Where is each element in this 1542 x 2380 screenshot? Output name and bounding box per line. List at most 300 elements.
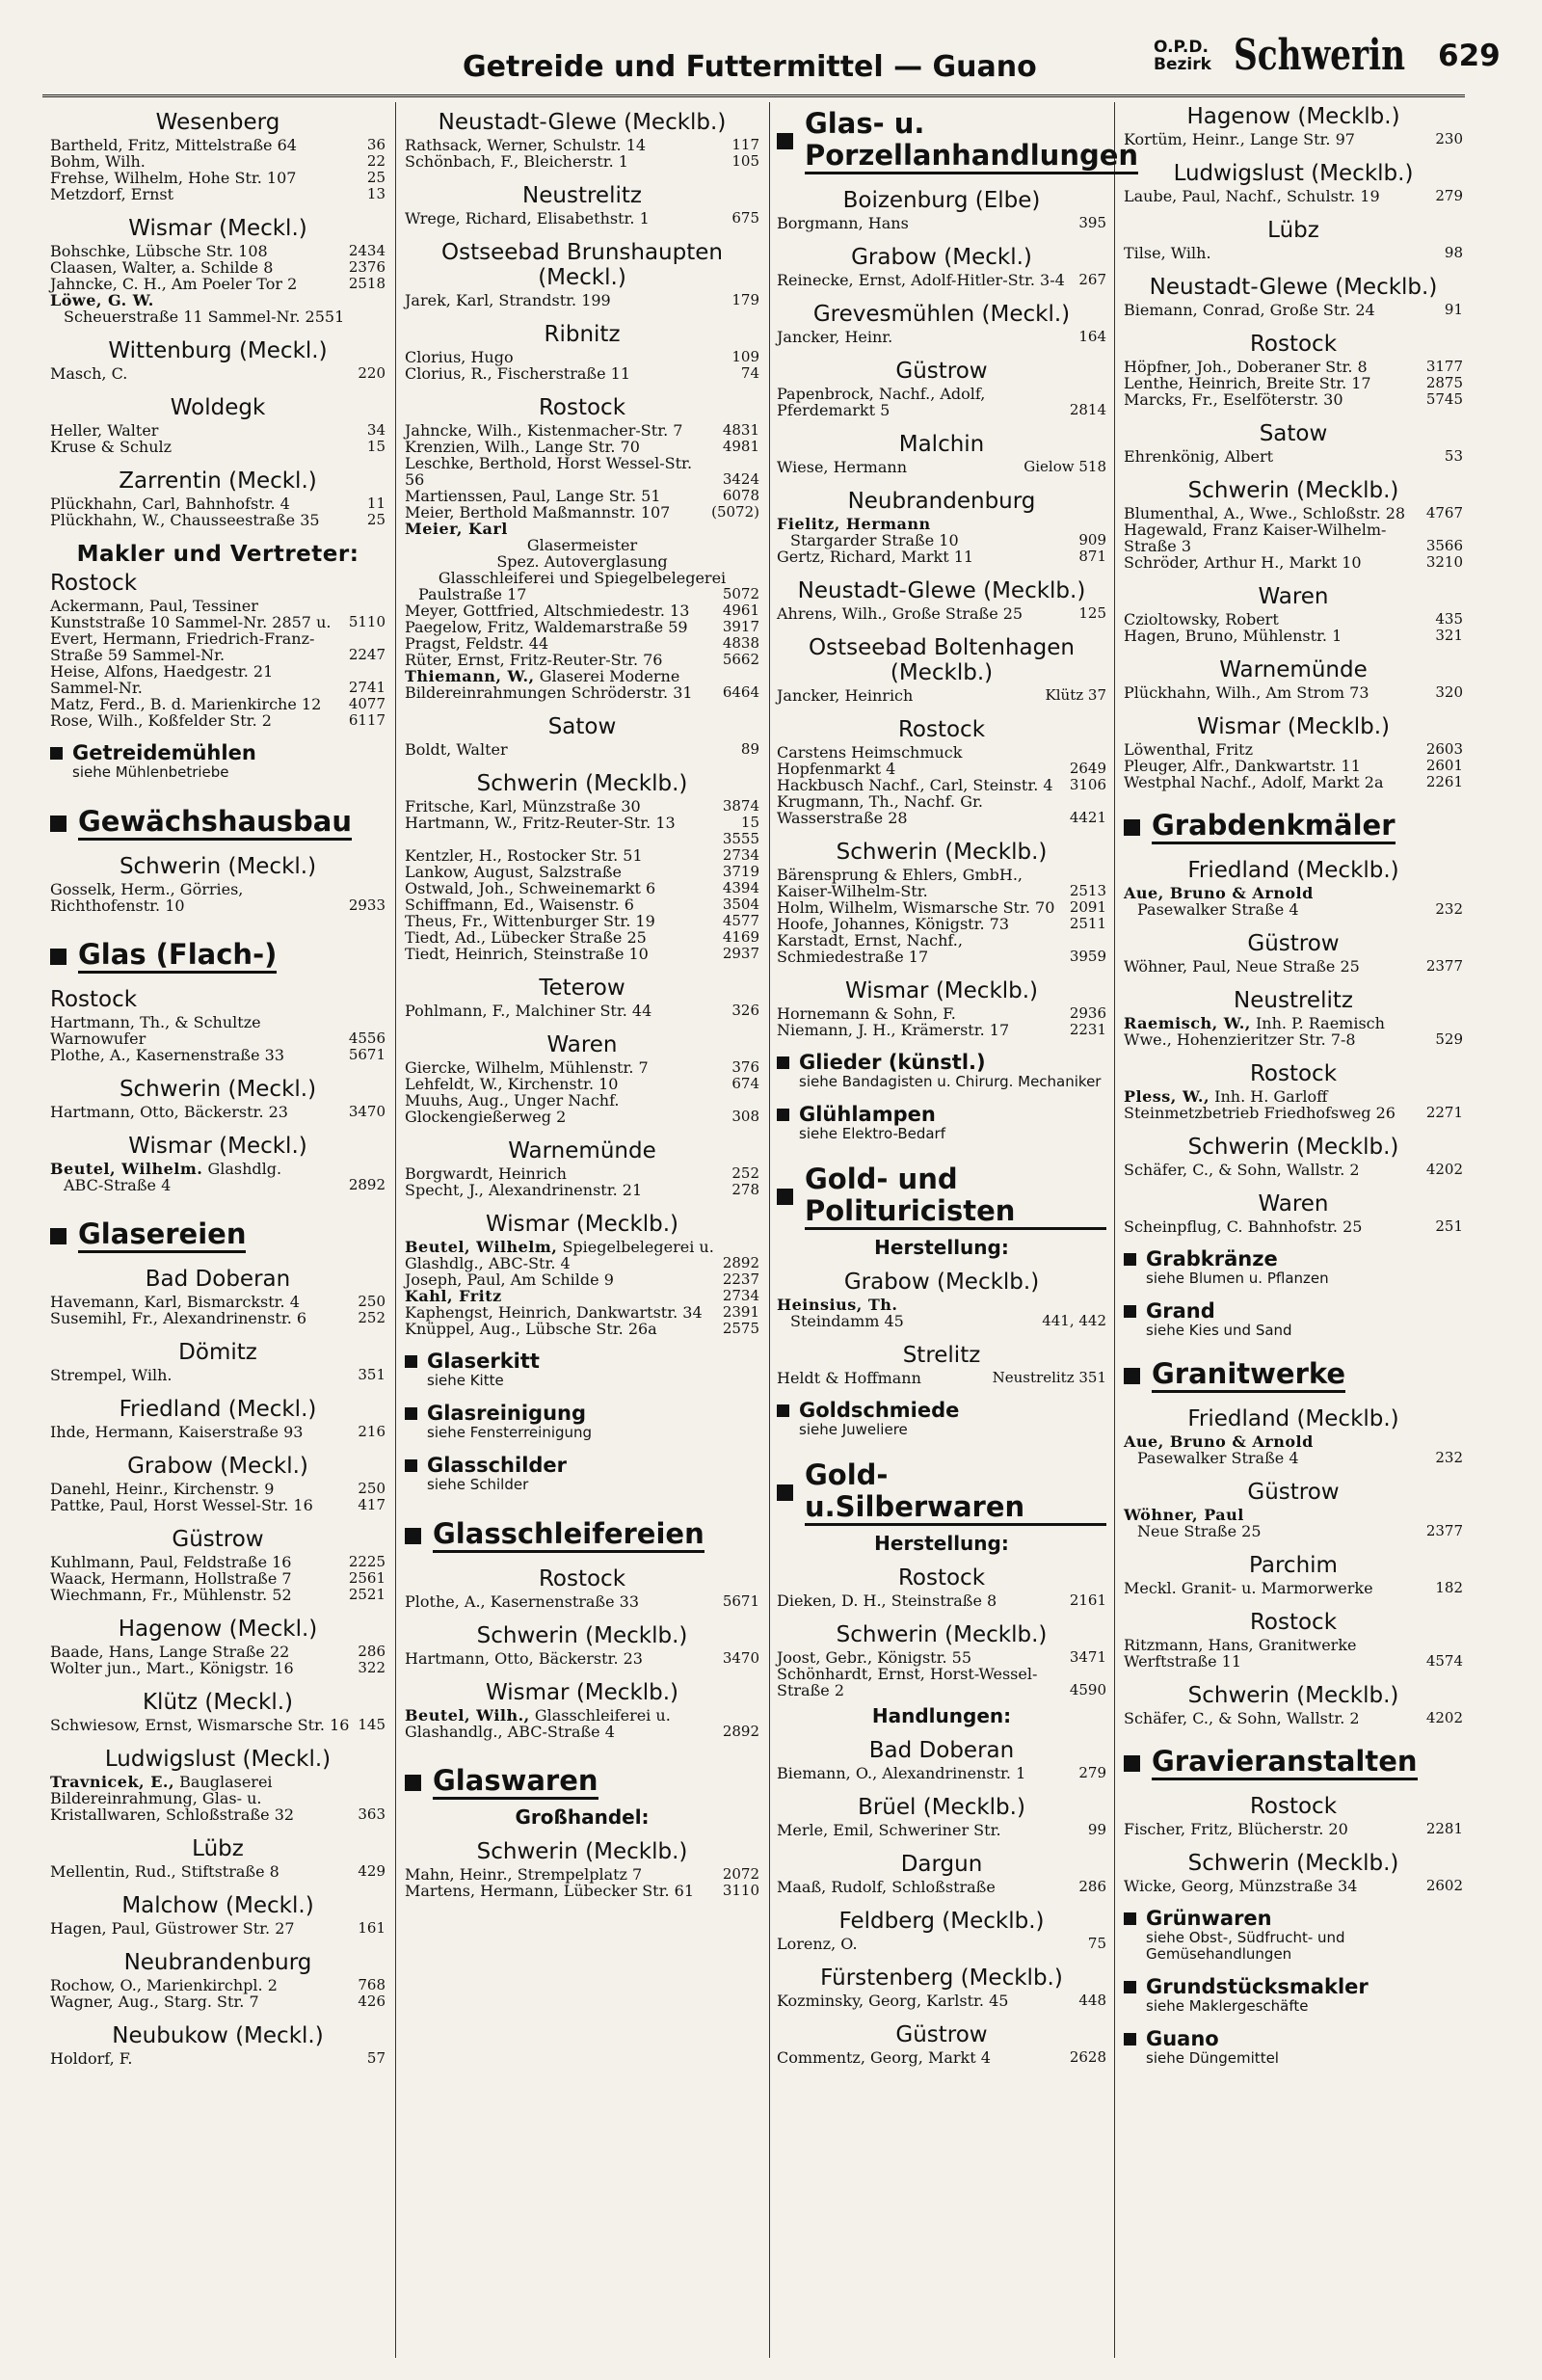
entry-phone: 2892 — [722, 1723, 759, 1740]
entry-phone: 250 — [358, 1480, 386, 1497]
city-heading: Schwerin (Mecklb.) — [836, 840, 1048, 865]
listing-entry — [405, 1182, 759, 1198]
listing-entry — [405, 913, 759, 929]
section-title: Gold- und Polituricisten — [805, 1163, 1106, 1230]
section-heading — [777, 107, 1139, 174]
listing-entry — [50, 1570, 386, 1587]
listing-entry — [50, 259, 386, 276]
entry-details: Inh. P. Raemisch Wwe., Hohenzieritzer Str. 7-8 — [1124, 1014, 1385, 1049]
entry-name: Pragst, Feldstr. 44 — [405, 634, 549, 653]
entry-phone: 417 — [358, 1496, 386, 1513]
city-heading: Lübz — [192, 1836, 244, 1861]
entry-phone: 4394 — [722, 879, 759, 896]
entry-name: Holdorf, F. — [50, 2049, 133, 2068]
listing-entry — [1124, 741, 1463, 758]
entry-name: Frehse, Wilhelm, Hohe Str. 107 — [50, 169, 297, 187]
entry-name: Mahn, Heinr., Strempelplatz 7 — [405, 1865, 643, 1884]
entry-phone: 351 — [358, 1366, 386, 1383]
section-heading — [1124, 810, 1463, 844]
entry-phone: 376 — [731, 1058, 759, 1076]
entry-name: Schäfer, C., & Sohn, Wallstr. 2 — [1124, 1161, 1360, 1179]
bullet-square-icon — [1124, 1305, 1136, 1318]
listing-entry — [50, 1993, 386, 2010]
section-title: Grabdenkmäler — [1152, 810, 1396, 844]
listing-entry — [405, 1076, 759, 1092]
listing-entry — [405, 1239, 759, 1271]
cross-reference: siehe Elektro-Bedarf — [799, 1125, 946, 1142]
entry-line: Glasschleiferei und Spiegelbelegerei — [438, 569, 727, 587]
subsection-heading — [405, 1350, 759, 1373]
entry-phone: Neustrelitz 351 — [992, 1369, 1106, 1386]
listing-entry — [405, 880, 759, 896]
city-heading: Warnemünde — [508, 1138, 656, 1163]
entry-name: Westphal Nachf., Adolf, Markt 2a — [1124, 773, 1384, 791]
entry-name: Clorius, R., Fischerstraße 11 — [405, 364, 630, 383]
entry-phone: 435 — [1435, 610, 1463, 628]
listing-entry — [1124, 505, 1463, 521]
listing-entry — [1124, 359, 1463, 375]
listing-entry — [405, 1707, 759, 1740]
entry-name: Tiedt, Heinrich, Steinstraße 10 — [405, 945, 649, 963]
entry-name: Hackbusch Nachf., Carl, Steinstr. 4 — [777, 776, 1053, 794]
entry-name: Joseph, Paul, Am Schilde 9 — [405, 1270, 614, 1289]
entry-name: Scheinpflug, C. Bahnhofstr. 25 — [1124, 1217, 1363, 1236]
cross-reference: siehe Kies und Sand — [1146, 1322, 1292, 1339]
listing-entry — [405, 652, 759, 668]
entry-phone: 267 — [1078, 271, 1106, 288]
entry-phone: 2601 — [1425, 757, 1463, 774]
entry-name: Danehl, Heinr., Kirchenstr. 9 — [50, 1480, 275, 1498]
entry-phone: 2875 — [1425, 374, 1463, 391]
entry-phone: 182 — [1435, 1579, 1463, 1596]
entry-name: Ahrens, Wilh., Große Straße 25 — [777, 604, 1024, 623]
section-title: Glas (Flach-) — [78, 939, 277, 974]
listing-entry — [50, 696, 386, 712]
entry-name: Wiese, Hermann — [777, 458, 907, 476]
bullet-square-icon — [405, 1775, 421, 1791]
entry-name: Mellentin, Rud., Stiftstraße 8 — [50, 1862, 279, 1881]
entry-phone: 326 — [731, 1002, 759, 1019]
entry-address: Neue Straße 25 — [1137, 1522, 1262, 1540]
entry-phone: 441, 442 — [1042, 1312, 1106, 1329]
entry-name: Jarek, Karl, Strandstr. 199 — [405, 291, 611, 309]
city-heading: Wittenburg (Meckl.) — [108, 338, 328, 363]
entry-phone: 3210 — [1425, 553, 1463, 571]
subsection-title: Guano — [1146, 2027, 1219, 2050]
subsection-heading — [1124, 2028, 1463, 2050]
listing-entry — [50, 712, 386, 729]
city-heading: Güstrow — [895, 359, 988, 384]
city-heading: Bad Doberan — [145, 1267, 291, 1292]
entry-name: Borgmann, Hans — [777, 214, 909, 232]
listing-entry — [405, 635, 759, 652]
listing-entry — [1124, 302, 1463, 318]
subsection-heading — [777, 1104, 1106, 1126]
entry-name: Waack, Hermann, Hollstraße 7 — [50, 1569, 292, 1588]
entry-phone: 232 — [1435, 900, 1463, 918]
entry-name — [405, 1288, 715, 1304]
listing-entry — [50, 1161, 386, 1177]
entry-phone: 3110 — [722, 1882, 759, 1899]
entry-name: Lorenz, O. — [777, 1935, 858, 1953]
cross-reference: siehe Maklergeschäfte — [1146, 1997, 1309, 2015]
listing-entry — [1124, 131, 1463, 147]
subsection-title: Grünwaren — [1146, 1907, 1272, 1930]
entry-phone: 2892 — [722, 1254, 759, 1271]
entry-phone: 5662 — [722, 651, 759, 668]
column-3 — [777, 104, 1139, 2360]
column-1 — [50, 104, 386, 2360]
cross-reference: siehe Kitte — [427, 1372, 504, 1389]
listing-entry — [50, 422, 386, 439]
entry-phone: 4767 — [1425, 504, 1463, 521]
listing-entry — [777, 687, 1106, 704]
entry-phone: 2247 — [348, 646, 386, 663]
entry-phone: 252 — [358, 1309, 386, 1326]
entry-name: Joost, Gebr., Königstr. 55 — [777, 1648, 972, 1667]
entry-phone: 125 — [1078, 604, 1106, 622]
listing-entry — [1124, 521, 1463, 554]
listing-entry — [50, 1481, 386, 1497]
listing-entry — [1124, 188, 1463, 204]
entry-name: Hornemann & Sohn, F. — [777, 1004, 956, 1023]
bullet-square-icon — [50, 816, 66, 832]
entry-phone: 251 — [1435, 1217, 1463, 1235]
city-heading: Rostock — [897, 1565, 986, 1591]
listing-entry — [1124, 628, 1463, 644]
entry-name: Kuhlmann, Paul, Feldstraße 16 — [50, 1553, 292, 1571]
section-title: Gewächshausbau — [78, 806, 352, 841]
entry-name: Schönbach, F., Bleicherstr. 1 — [405, 152, 628, 171]
city-heading: Grabow (Meckl.) — [127, 1454, 308, 1479]
entry-name: Giercke, Wilhelm, Mühlenstr. 7 — [405, 1058, 649, 1077]
entry-phone: 2602 — [1425, 1877, 1463, 1894]
subsection-heading — [405, 1455, 759, 1477]
city-heading: Rostock — [538, 1566, 626, 1591]
listing-entry — [777, 744, 1106, 777]
header-city: Schwerin — [1234, 31, 1406, 80]
entry-name: Krenzien, Wilh., Lange Str. 70 — [405, 438, 640, 456]
entry-name: Tiedt, Ad., Lübecker Straße 25 — [405, 928, 647, 947]
firm-name: Thiemann, W., — [405, 667, 535, 685]
entry-name: Plückhahn, Carl, Bahnhofstr. 4 — [50, 495, 290, 513]
entry-phone: 6078 — [722, 487, 759, 504]
entry-name: Holm, Wilhelm, Wismarsche Str. 70 — [777, 898, 1055, 917]
bullet-square-icon — [50, 747, 63, 760]
listing-entry — [1124, 901, 1463, 918]
entry-phone: 25 — [366, 169, 386, 186]
entry-name: Merle, Emil, Schweriner Str. — [777, 1821, 1001, 1839]
entry-details: Glaserei Moderne Bildereinrahmungen Schröderstr. 31 — [405, 667, 693, 702]
entry-phone: 871 — [1078, 548, 1106, 565]
firm-name: Pless, W., — [1124, 1087, 1210, 1106]
entry-name: Dieken, D. H., Steinstraße 8 — [777, 1591, 997, 1610]
city-heading: Waren — [1258, 584, 1329, 609]
city-heading: Neubrandenburg — [123, 1950, 312, 1975]
bullet-square-icon — [777, 1404, 789, 1417]
entry-name: Lankow, August, Salzstraße — [405, 863, 623, 881]
firm-name: Fielitz, Hermann — [777, 515, 931, 533]
listing-entry — [405, 1593, 759, 1610]
city-heading: Warnemünde — [1219, 657, 1368, 682]
listing-entry — [1124, 1015, 1463, 1048]
listing-entry — [777, 1649, 1106, 1666]
listing-entry — [405, 831, 759, 847]
bullet-square-icon — [1124, 1981, 1136, 1993]
entry-name: Wöhner, Paul, Neue Straße 25 — [1124, 957, 1360, 976]
entry-name: Baade, Hans, Lange Straße 22 — [50, 1643, 290, 1661]
listing-entry — [405, 1003, 759, 1019]
listing-entry — [1124, 774, 1463, 790]
subsection-heading — [1124, 1248, 1463, 1270]
city-heading: Neustrelitz — [1234, 988, 1353, 1013]
subsection-title: Goldschmiede — [799, 1399, 960, 1422]
listing-entry — [405, 602, 759, 619]
entry-name: Hoofe, Johannes, Königstr. 73 — [777, 915, 1010, 933]
entry-name: Kentzler, H., Rostocker Str. 51 — [405, 846, 643, 865]
entry-phone: 4202 — [1425, 1709, 1463, 1726]
entry-name: Krugmann, Th., Nachf. Gr. Wasserstraße 28 — [777, 792, 983, 827]
listing-entry — [405, 815, 759, 831]
subsection-heading — [1124, 1976, 1463, 1998]
entry-phone: 321 — [1435, 627, 1463, 644]
subsection-title: Glasreinigung — [427, 1402, 587, 1425]
listing-entry — [50, 1717, 386, 1733]
entry-address: ABC-Straße 4 — [64, 1176, 172, 1194]
listing-entry — [777, 1592, 1106, 1609]
entry-name: Hagen, Bruno, Mühlenstr. 1 — [1124, 627, 1343, 645]
listing-entry — [777, 1822, 1106, 1838]
entry-phone: 2237 — [722, 1270, 759, 1288]
city-heading: Malchin — [898, 432, 985, 457]
listing-entry — [50, 495, 386, 512]
entry-phone: 2937 — [722, 945, 759, 962]
entry-phone: 99 — [1087, 1821, 1106, 1838]
city-heading: Wesenberg — [155, 110, 280, 135]
listing-entry — [50, 1104, 386, 1120]
firm-name: Meier, Karl — [405, 520, 508, 538]
entry-name: Plückhahn, W., Chausseestraße 35 — [50, 511, 320, 529]
entry-name: Niemann, J. H., Krämerstr. 17 — [777, 1021, 1010, 1039]
city-heading: Satow — [547, 714, 617, 739]
listing-entry — [405, 137, 759, 153]
entry-address: Steindamm 45 — [790, 1312, 904, 1330]
sub-heading: Großhandel: — [515, 1805, 650, 1829]
listing-entry — [405, 668, 759, 701]
entry-name: Wiechmann, Fr., Mühlenstr. 52 — [50, 1586, 292, 1604]
entry-phone: 145 — [358, 1716, 386, 1733]
entry-name: Wagner, Aug., Starg. Str. 7 — [50, 1992, 259, 2011]
listing-entry — [50, 1660, 386, 1676]
entry-name — [405, 1239, 715, 1271]
firm-name: Raemisch, W., — [1124, 1014, 1251, 1032]
entry-phone: 34 — [366, 421, 386, 439]
firm-name: Aue, Bruno & Arnold — [1124, 1432, 1314, 1451]
listing-entry — [777, 532, 1106, 548]
entry-name: Rochow, O., Marienkirchpl. 2 — [50, 1976, 278, 1994]
opd-label — [1154, 39, 1211, 73]
city-heading: Schwerin (Mecklb.) — [1187, 478, 1399, 503]
listing-entry — [405, 1092, 759, 1125]
entry-phone: Gielow 518 — [1024, 458, 1106, 475]
section-heading — [405, 1518, 759, 1553]
entry-details: Glasschleiferei u. Glashandlg., ABC-Straße 4 — [405, 1706, 671, 1741]
entry-name: Jahncke, C. H., Am Poeler Tor 2 — [50, 275, 298, 293]
entry-name: Lenthe, Heinrich, Breite Str. 17 — [1124, 374, 1371, 392]
entry-details: Bauglaserei Bildereinrahmung, Glas- u. Kristallwaren, Schloßstraße 32 — [50, 1773, 295, 1824]
city-heading: Wismar (Mecklb.) — [844, 978, 1039, 1003]
entry-phone: 2231 — [1069, 1021, 1106, 1038]
entry-name: Biemann, Conrad, Große Str. 24 — [1124, 301, 1375, 319]
entry-phone: 75 — [1087, 1935, 1106, 1952]
bullet-square-icon — [1124, 1912, 1136, 1925]
entry-phone: 448 — [1078, 1992, 1106, 2009]
city-heading: Güstrow — [1247, 931, 1340, 956]
entry-name: Plothe, A., Kasernenstraße 33 — [405, 1592, 640, 1611]
entry-phone: 674 — [731, 1075, 759, 1092]
entry-phone: 74 — [740, 364, 759, 382]
listing-entry — [405, 946, 759, 962]
listing-entry — [1124, 1821, 1463, 1837]
entry-phone: 6464 — [722, 683, 759, 701]
section-heading — [1124, 1358, 1463, 1393]
bullet-square-icon — [1124, 819, 1140, 836]
listing-entry — [777, 793, 1106, 826]
entry-phone: 2734 — [722, 846, 759, 864]
listing-entry — [405, 210, 759, 227]
entry-phone: Klütz 37 — [1045, 686, 1106, 704]
entry-phone: 5110 — [348, 613, 386, 630]
entry-phone: 4421 — [1069, 809, 1106, 826]
city-heading: Schwerin (Mecklb.) — [476, 771, 688, 796]
section-title: Gravieranstalten — [1152, 1746, 1418, 1780]
listing-entry — [50, 1177, 386, 1193]
entry-details: Inh. H. Garloff Steinmetzbetrieb Friedhofsweg 26 — [1124, 1087, 1396, 1122]
entry-phone: 2281 — [1425, 1820, 1463, 1837]
entry-name: Marcks, Fr., Eselföterstr. 30 — [1124, 390, 1343, 409]
listing-entry — [405, 1650, 759, 1667]
entry-phone: 4577 — [722, 912, 759, 929]
entry-phone: 2261 — [1425, 773, 1463, 790]
subsection-heading — [777, 1400, 1106, 1422]
column-divider — [769, 102, 770, 2358]
listing-entry — [50, 512, 386, 528]
entry-name: Schröder, Arthur H., Markt 10 — [1124, 553, 1362, 572]
entry-phone: 2091 — [1069, 898, 1106, 916]
city-heading: Brüel (Mecklb.) — [858, 1795, 1025, 1820]
entry-name: Jancker, Heinr. — [777, 328, 893, 346]
city-heading: Rostock — [538, 395, 626, 420]
city-heading: Rostock — [1249, 1061, 1338, 1086]
listing-entry — [50, 1977, 386, 1993]
entry-name: Kaphengst, Heinrich, Dankwartstr. 34 — [405, 1303, 703, 1322]
city-heading: Schwerin (Mecklb.) — [476, 1839, 688, 1864]
entry-name: Maaß, Rudolf, Schloßstraße — [777, 1878, 996, 1896]
entry-phone: 286 — [1078, 1878, 1106, 1895]
entry-name: Rathsack, Werner, Schulstr. 14 — [405, 136, 647, 154]
entry-phone: 286 — [358, 1643, 386, 1660]
entry-name: Ihde, Hermann, Kaiserstraße 93 — [50, 1423, 304, 1441]
entry-phone: 909 — [1078, 531, 1106, 548]
bullet-square-icon — [777, 1189, 793, 1205]
entry-name: Schäfer, C., & Sohn, Wallstr. 2 — [1124, 1709, 1360, 1727]
entry-name: Wicke, Georg, Münzstraße 34 — [1124, 1877, 1358, 1895]
listing-entry — [777, 329, 1106, 345]
entry-phone: 3177 — [1425, 358, 1463, 375]
listing-entry — [50, 439, 386, 455]
entry-name: Rüter, Ernst, Fritz-Reuter-Str. 76 — [405, 651, 663, 669]
listing-entry — [405, 798, 759, 815]
entry-phone: 252 — [731, 1164, 759, 1182]
listing-entry — [405, 422, 759, 439]
listing-entry — [50, 1424, 386, 1440]
city-heading: Wismar (Mecklb.) — [1196, 714, 1391, 739]
subsection-title: Glühlampen — [799, 1103, 936, 1126]
entry-phone: 308 — [731, 1108, 759, 1125]
entry-name: Hartmann, W., Fritz-Reuter-Str. 13 — [405, 814, 676, 832]
listing-entry — [50, 276, 386, 292]
entry-name: Biemann, O., Alexandrinenstr. 1 — [777, 1764, 1026, 1782]
listing-entry — [1124, 958, 1463, 975]
entry-name: Bärensprung & Ehlers, GmbH., Kaiser-Wilhelm-Str. — [777, 866, 1024, 900]
entry-phone: 2575 — [722, 1320, 759, 1337]
city-heading: Waren — [1258, 1191, 1329, 1217]
entry-name: Blumenthal, A., Wwe., Schloßstr. 28 — [1124, 504, 1406, 522]
listing-entry — [777, 459, 1106, 475]
listing-entry — [50, 170, 386, 186]
city-heading: Dargun — [900, 1852, 983, 1877]
section-heading — [405, 1765, 759, 1800]
section-title: Gold-u.Silberwaren — [805, 1459, 1106, 1526]
listing-entry — [1124, 758, 1463, 774]
entry-name: Höpfner, Joh., Doberaner Str. 8 — [1124, 358, 1368, 376]
entry-name: Ehrenkönig, Albert — [1124, 447, 1274, 466]
entry-phone: 3959 — [1069, 948, 1106, 965]
entry-phone: 2521 — [348, 1586, 386, 1603]
listing-entry — [50, 1497, 386, 1513]
entry-phone: 768 — [358, 1976, 386, 1993]
entry-phone: 89 — [740, 740, 759, 758]
listing-entry — [777, 777, 1106, 793]
entry-name: Bohschke, Lübsche Str. 108 — [50, 242, 268, 260]
entry-name — [1124, 1015, 1427, 1048]
entry-name: Strempel, Wilh. — [50, 1366, 173, 1384]
listing-entry — [405, 741, 759, 758]
entry-name: Havemann, Karl, Bismarckstr. 4 — [50, 1293, 300, 1311]
bullet-square-icon — [405, 1407, 417, 1420]
entry-name: Martienssen, Paul, Lange Str. 51 — [405, 487, 661, 505]
listing-entry — [405, 365, 759, 382]
city-heading: Fürstenberg (Mecklb.) — [820, 1966, 1063, 1991]
entry-name — [1124, 1088, 1419, 1121]
entry-name: Meyer, Gottfried, Altschmiedestr. 13 — [405, 602, 690, 620]
city-heading: Feldberg (Mecklb.) — [838, 1909, 1045, 1934]
entry-name: Borgwardt, Heinrich — [405, 1164, 567, 1183]
entry-phone: 2511 — [1069, 915, 1106, 932]
entry-name: Jahncke, Wilh., Kistenmacher-Str. 7 — [405, 421, 683, 440]
entry-phone: 220 — [358, 364, 386, 382]
entry-name: Löwenthal, Fritz — [1124, 740, 1254, 759]
entry-name: Schönhardt, Ernst, Horst-Wessel-Straße 2 — [777, 1665, 1038, 1699]
listing-entry — [405, 864, 759, 880]
listing-entry — [1124, 1450, 1463, 1466]
bullet-square-icon — [777, 133, 793, 149]
subsection-title: Grundstücksmakler — [1146, 1975, 1369, 1998]
column-2 — [405, 104, 759, 2360]
cross-reference: siehe Bandagisten u. Chirurg. Mechaniker — [799, 1073, 1102, 1090]
bullet-square-icon — [405, 1528, 421, 1544]
city-heading: Schwerin (Mecklb.) — [836, 1622, 1048, 1647]
